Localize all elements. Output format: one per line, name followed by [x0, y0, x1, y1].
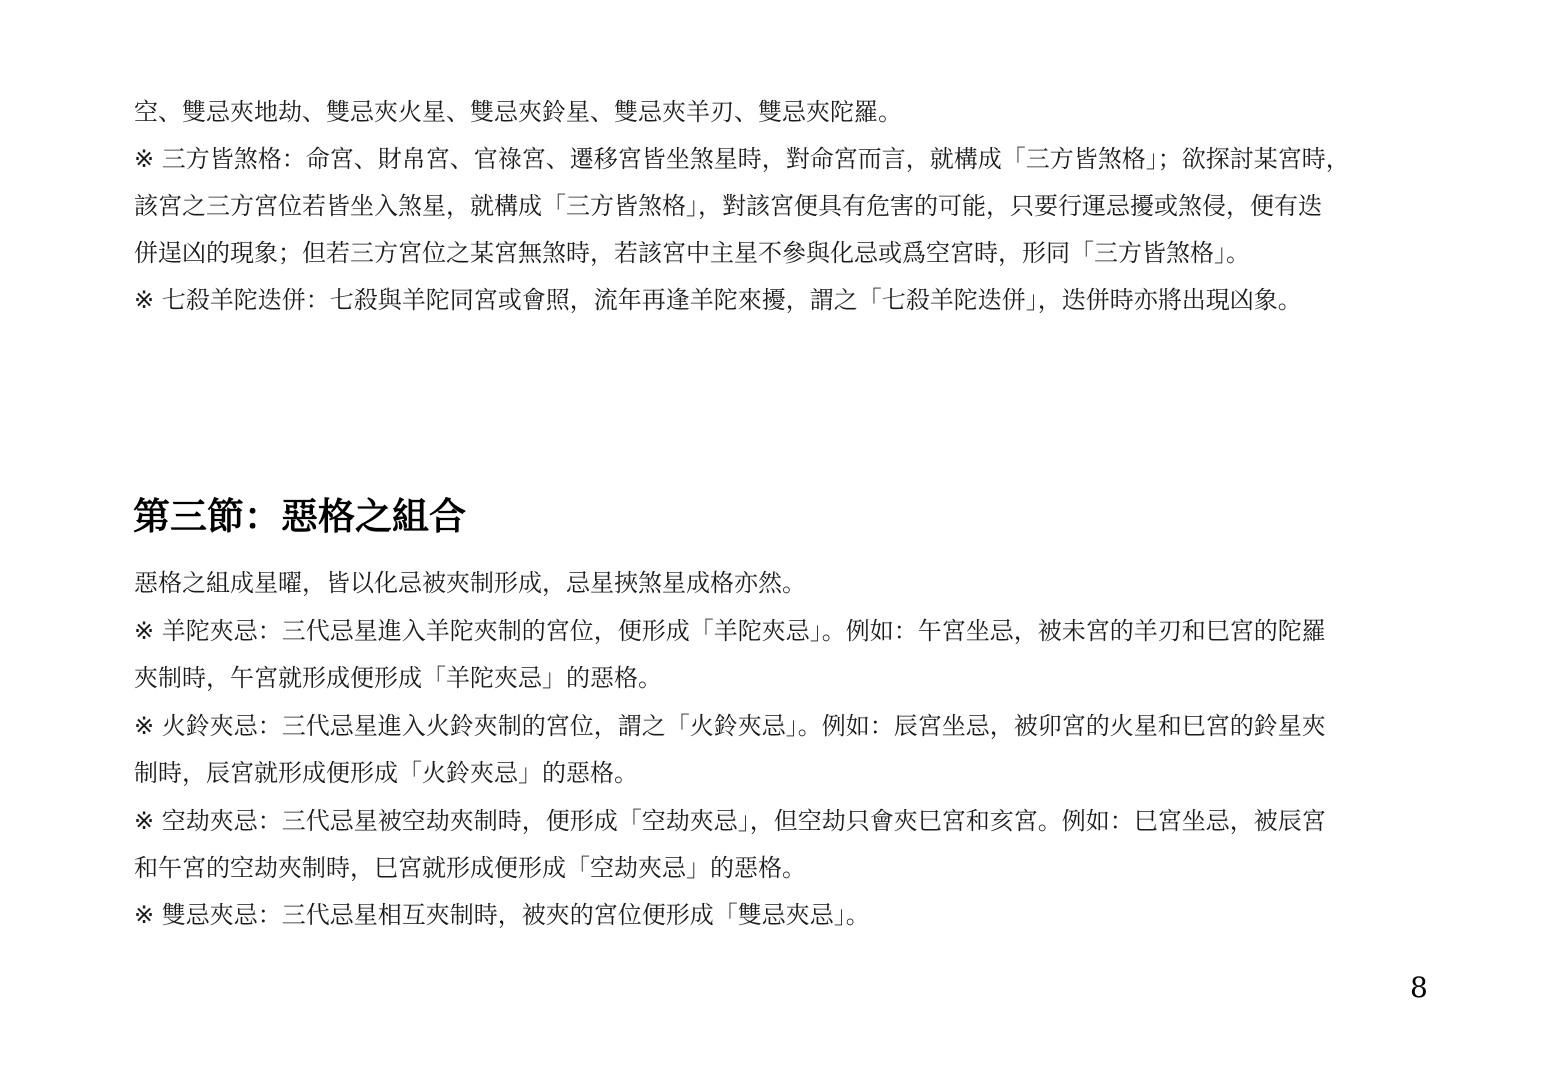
- text-line: ※ 三方皆煞格：命宮、財帛宮、官祿宮、遷移宮皆坐煞星時，對命宮而言，就構成「三方皆煞格」；欲探討某宮時，: [134, 145, 1350, 173]
- text-line: 該宮之三方宮位若皆坐入煞星，就構成「三方皆煞格」，對該宮便具有危害的可能，只要行運忌擾或煞侵，便有迭: [134, 192, 1322, 220]
- text-line: ※ 七殺羊陀迭併：七殺與羊陀同宮或會照，流年再逢羊陀來擾，謂之「七殺羊陀迭併」，迭併時亦將出現凶象。: [134, 286, 1302, 314]
- text-line: ※ 雙忌夾忌：三代忌星相互夾制時，被夾的宮位便形成「雙忌夾忌」。: [134, 901, 870, 929]
- text-line: 惡格之組成星曜，皆以化忌被夾制形成，忌星挾煞星成格亦然。: [134, 569, 806, 597]
- text-line: 空、雙忌夾地劫、雙忌夾火星、雙忌夾鈴星、雙忌夾羊刃、雙忌夾陀羅。: [134, 98, 902, 126]
- text-line: 制時，辰宮就形成便形成「火鈴夾忌」的惡格。: [134, 759, 638, 787]
- text-line: ※ 空劫夾忌：三代忌星被空劫夾制時，便形成「空劫夾忌」，但空劫只會夾巳宮和亥宮。例如：巳宮坐忌，被辰宮: [134, 807, 1326, 835]
- text-line: 夾制時，午宮就形成便形成「羊陀夾忌」的惡格。: [134, 664, 662, 692]
- text-line: 併逞凶的現象；但若三方宮位之某宮無煞時，若該宮中主星不參與化忌或爲空宮時，形同「三方皆煞格」。: [134, 239, 1250, 267]
- text-line: 和午宮的空劫夾制時，巳宮就形成便形成「空劫夾忌」的惡格。: [134, 854, 806, 882]
- text-line: ※ 火鈴夾忌：三代忌星進入火鈴夾制的宮位，謂之「火鈴夾忌」。例如：辰宮坐忌，被卯宮的火星和巳宮的鈴星夾: [134, 712, 1326, 740]
- text-line: ※ 羊陀夾忌：三代忌星進入羊陀夾制的宮位，便形成「羊陀夾忌」。例如：午宮坐忌，被未宮的羊刃和巳宮的陀羅: [134, 617, 1326, 645]
- section-heading: 第三節：惡格之組合: [133, 495, 466, 538]
- page-number: 8: [1410, 971, 1428, 1004]
